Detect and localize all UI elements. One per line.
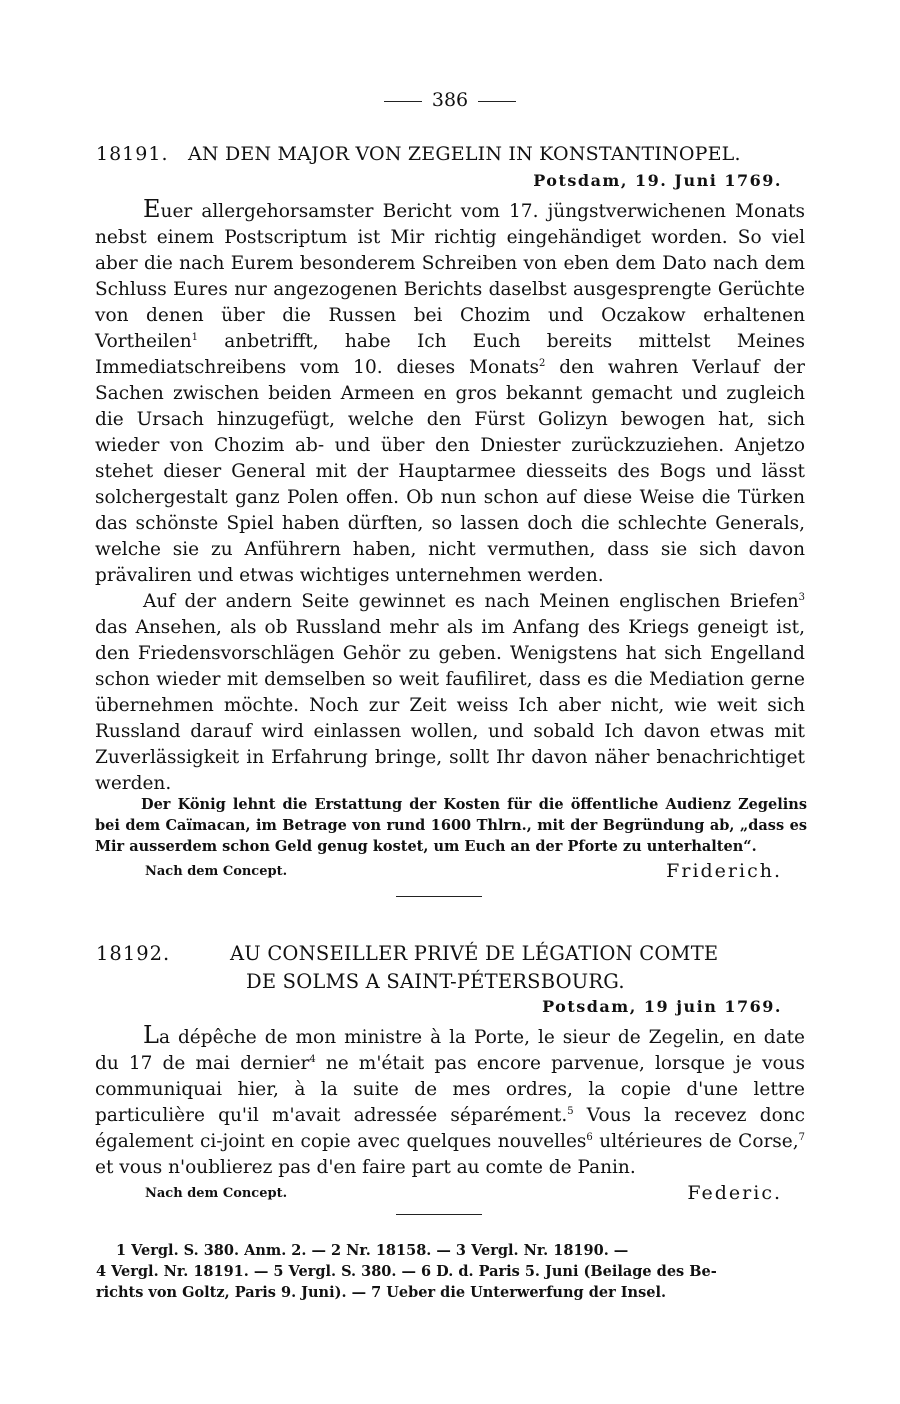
footnote-ref: 7 (798, 1131, 805, 1143)
letter-heading-text: AU CONSEILLER PRIVÉ DE LÉGATION COMTE (230, 942, 719, 965)
letter-heading-18191 (96, 140, 808, 168)
editorial-note-text: Der König lehnt die Erstattung der Kosten für die öffentliche Audienz Zegelins bei dem Caïmacan, im Betrage von rund 1600 Thlrn., mit der Begründung ab, „dass es Mir ausserdem schon Geld genug kostet, um Euch an der Pforte zu unterhalten“. (95, 796, 807, 855)
letter-heading-text-line2: DE SOLMS A SAINT-PÉTERSBOURG. (246, 970, 625, 993)
initial-letter: E (143, 195, 161, 223)
paragraph (95, 1022, 805, 1181)
footnote-ref: 6 (586, 1131, 593, 1143)
letter-heading-text: AN DEN MAJOR VON ZEGELIN IN KONSTANTINOPEL. (188, 143, 741, 165)
paragraph-text: a dépêche de mon ministre à la Porte, le sieur de Zegelin, en date du 17 de mai dernier (95, 1027, 805, 1074)
footnote-line: 1 Vergl. S. 380. Anm. 2. — 2 Nr. 18158. — 3 Vergl. Nr. 18190. — (116, 1242, 629, 1259)
letter-body-18191 (95, 196, 805, 797)
footnote-ref: 4 (309, 1053, 316, 1065)
letter-heading-18192 (96, 940, 808, 996)
signature-18191: Friderich. (666, 860, 782, 882)
paragraph-text: Auf der andern Seite gewinnet es nach Meinen englischen Briefen (143, 591, 799, 612)
paragraph-text: Vous la recevez donc également ci-joint en copie avec quelques nouvelles (95, 1105, 806, 1152)
letter-number: 18191. (96, 143, 169, 165)
section-divider (396, 896, 482, 897)
footnote-line: richts von Goltz, Paris 9. Juni). — 7 Ueber die Unterwerfung der Insel. (96, 1284, 667, 1301)
paragraph (95, 589, 805, 797)
footnote-ref: 3 (798, 591, 805, 603)
footnote-ref: 2 (539, 357, 546, 369)
page-number (0, 88, 900, 112)
source-note-18192: Nach dem Concept. (145, 1186, 288, 1201)
dateline-18192: Potsdam, 19 juin 1769. (542, 997, 782, 1016)
footnote-divider (396, 1214, 482, 1215)
paragraph-text: ne m'était pas encore parvenue, lorsque je vous communiquai hier, à la suite de mes ordres, la copie d'une lettre particulière qu'il m'avait adressée séparément. (95, 1053, 806, 1126)
paragraph-text: et vous n'oublierez pas d'en faire part au comte de Panin. (95, 1157, 636, 1178)
source-note-18191: Nach dem Concept. (145, 864, 288, 879)
paragraph-text: ultérieures de Corse, (592, 1131, 799, 1152)
footnote-ref: 5 (567, 1105, 574, 1117)
dateline-18191: Potsdam, 19. Juni 1769. (533, 171, 782, 190)
paragraph (95, 196, 805, 589)
letter-number: 18192. (96, 942, 171, 965)
letter-body-18192 (95, 1022, 805, 1181)
page-number-dash-right (478, 101, 516, 102)
editorial-note (95, 794, 807, 857)
footnote-ref: 1 (191, 331, 199, 343)
page-number-dash-left (384, 101, 422, 102)
paragraph-text: anbetrifft, habe Ich Euch bereits mittelst Meines Immediatschreibens vom 10. dieses Monats (95, 331, 805, 378)
paragraph-text: das Ansehen, als ob Russland mehr als im Anfang des Kriegs geneigt ist, den Friedensvorschlägen Gehör zu geben. Wenigstens hat sich Engelland schon wieder mit demselben so weit faufiliret, dass es die Mediation gerne übernehmen möchte. Noch zur Zeit weiss Ich aber nicht, wie weit sich Russland darauf wird einlassen wollen, und sobald Ich davon etwas mit Zuverlässigkeit in Erfahrung bringe, sollt Ihr davon näher benachrichtiget werden. (95, 617, 805, 794)
page-number-text: 386 (431, 89, 469, 111)
footnote-line: 4 Vergl. Nr. 18191. — 5 Vergl. S. 380. — 6 D. d. Paris 5. Juni (Beilage des Be- (96, 1263, 717, 1280)
initial-letter: L (143, 1021, 159, 1049)
paragraph-text: uer allergehorsamster Bericht vom 17. jüngstverwichenen Monats nebst einem Postscriptum ist Mir richtig eingehändiget worden. So viel aber die nach Eurem besonderem Schreiben von eben dem Dato nach dem Schluss Eures nur angezogenen Berichts daselbst ausgesprengte Gerüchte von denen über die Russen bei Chozim und Oczakow erhaltenen Vortheilen (95, 201, 805, 352)
paragraph-text: den wahren Verlauf der Sachen zwischen beiden Armeen en gros bekannt gemacht und zugleich die Ursach hinzugefügt, welche den Fürst Golizyn bewogen hat, sich wieder von Chozim ab- und über den Dniester zurückzuziehen. Anjetzo stehet dieser General mit der Hauptarmee diesseits des Bogs und lässt solchergestalt ganz Polen offen. Ob nun schon auf diese Weise die Türken das schönste Spiel haben dürften, so lassen doch die schlechte Generals, welche sie zu Anführern haben, nicht vermuthen, dass sie sich davon prävaliren und etwas wichtiges unternehmen werden. (95, 357, 805, 586)
signature-18192: Federic. (687, 1182, 782, 1204)
footnotes (96, 1240, 808, 1303)
